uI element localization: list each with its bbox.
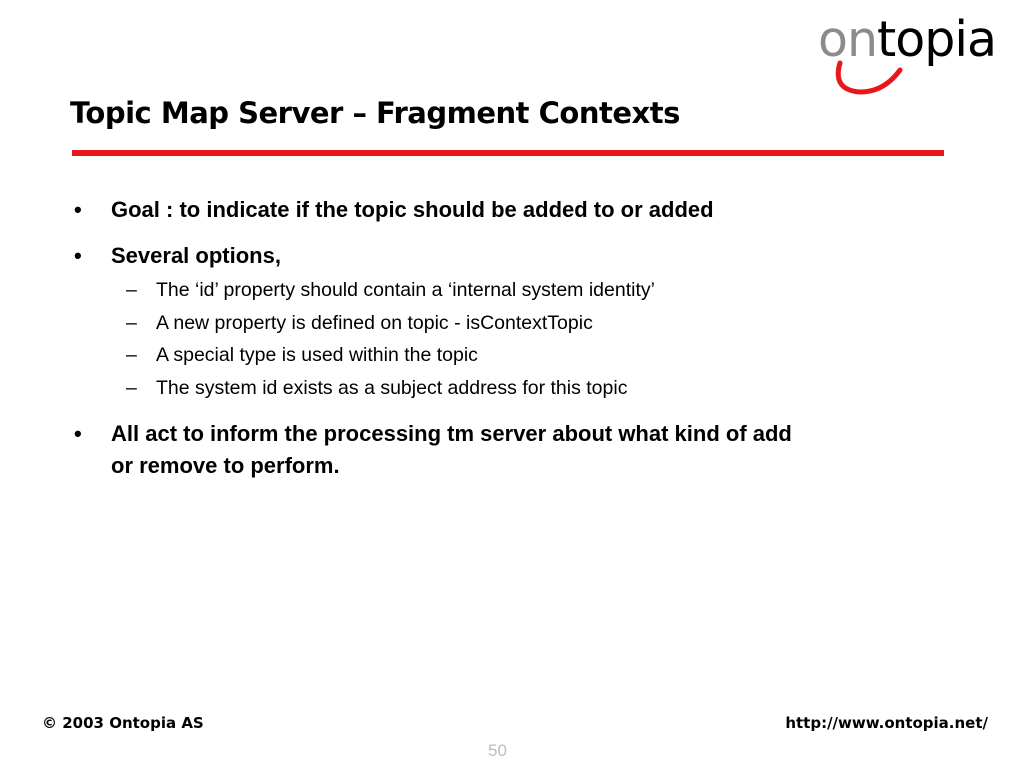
bullet-text: Several options, — [111, 243, 281, 268]
footer-copyright: © 2003 Ontopia AS — [42, 714, 204, 732]
bullet-marker: • — [74, 243, 82, 268]
sub-bullet-text: The ‘id’ property should contain a ‘internal system identity’ — [156, 279, 655, 301]
bullet-marker: • — [74, 421, 82, 446]
sub-bullet-text: The system id exists as a subject address for this topic — [156, 377, 628, 399]
bullet-marker: • — [74, 197, 82, 222]
sub-bullet-marker: – — [126, 344, 137, 366]
sub-bullet-item — [126, 375, 628, 401]
sub-bullet-text: A special type is used within the topic — [156, 344, 478, 366]
sub-bullet-marker: – — [126, 279, 137, 301]
sub-bullet-marker: – — [126, 377, 137, 399]
bullet-item-conclusion — [74, 418, 792, 482]
bullet-text: Goal : to indicate if the topic should be added to or added — [111, 197, 714, 222]
sub-bullet-item — [126, 277, 655, 303]
bullet-text-line-2: or remove to perform. — [111, 453, 340, 478]
footer-url: http://www.ontopia.net/ — [785, 714, 988, 732]
bullet-item-goal — [74, 194, 714, 226]
bullet-item-options — [74, 240, 281, 272]
slide-title: Topic Map Server – Fragment Contexts — [70, 96, 680, 130]
page-number: 50 — [488, 741, 507, 760]
sub-bullet-item — [126, 342, 478, 368]
logo-wordmark-on: on — [818, 11, 878, 68]
sub-bullet-item — [126, 310, 593, 336]
bullet-text-line-1: All act to inform the processing tm server about what kind of add — [111, 421, 792, 446]
sub-bullet-text: A new property is defined on topic - isContextTopic — [156, 312, 593, 334]
logo-wordmark-topia: topia — [877, 11, 996, 68]
sub-bullet-marker: – — [126, 312, 137, 334]
